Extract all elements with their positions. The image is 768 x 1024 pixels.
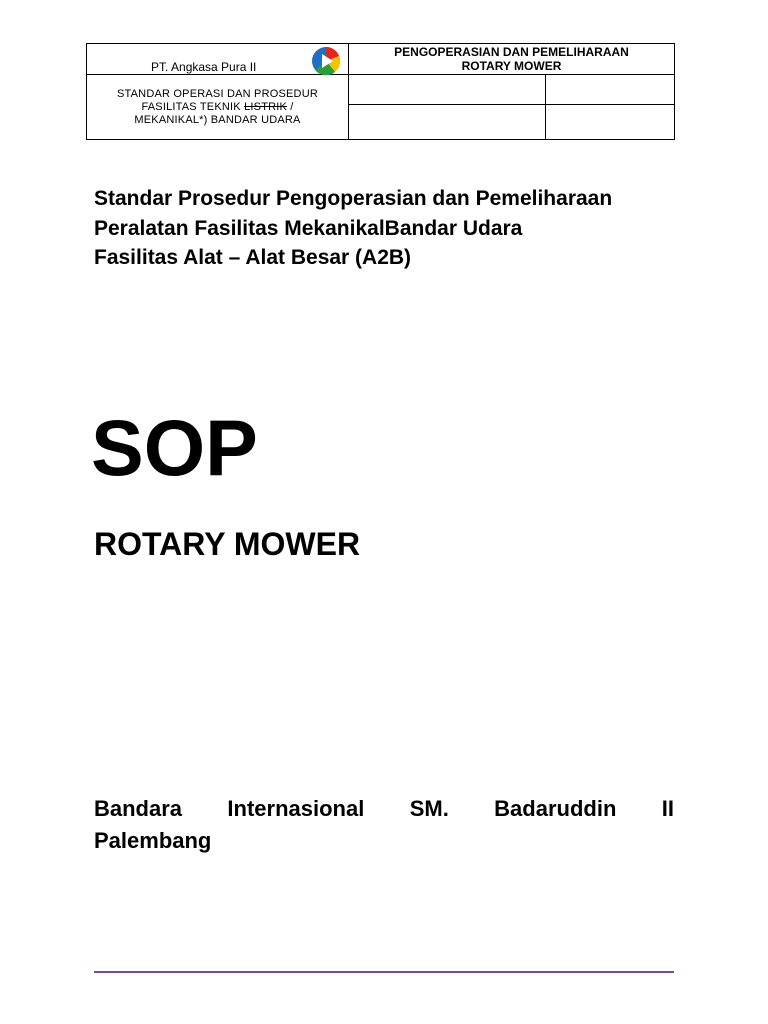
subtitle-line2: Peralatan Fasilitas MekanikalBandar Udara [94, 216, 523, 240]
standard-line1: STANDAR OPERASI DAN PROSEDUR [117, 87, 318, 100]
empty-cell-2 [546, 75, 675, 105]
location-word: SM. [409, 796, 449, 821]
standard-line2 [87, 101, 348, 114]
standard-line2-suffix: / [287, 100, 294, 113]
document-title-line1: PENGOPERASIAN DAN PEMELIHARAAN [394, 45, 629, 59]
subtitle-line1: Standar Prosedur Pengoperasian dan Pemeliharaan [94, 187, 613, 210]
company-name: PT. Angkasa Pura II [151, 60, 257, 74]
document-title-cell [349, 44, 675, 75]
document-subtitle [94, 184, 684, 273]
location-block [94, 793, 674, 857]
subtitle-line3: Fasilitas Alat – Alat Besar (A2B) [94, 246, 412, 269]
location-line1 [94, 793, 674, 825]
document-header-table [86, 43, 675, 140]
document-title-line2: ROTARY MOWER [461, 59, 562, 73]
location-word: Bandara [94, 796, 183, 821]
empty-cell-3 [349, 105, 546, 140]
location-line2: Palembang [94, 828, 212, 853]
location-word: Internasional [227, 796, 365, 821]
standard-line3: MEKANIKAL*) BANDAR UDARA [134, 113, 301, 126]
angkasa-pura-logo-icon [311, 46, 341, 76]
footer-divider [94, 971, 674, 973]
company-cell [87, 44, 349, 75]
standard-cell [87, 75, 349, 140]
equipment-name: ROTARY MOWER [94, 526, 361, 562]
empty-cell-4 [546, 105, 675, 140]
location-word: II [661, 796, 674, 821]
standard-line2-text: FASILITAS TEKNIK [141, 100, 245, 113]
sop-heading: SOP [91, 403, 258, 492]
empty-cell-1 [349, 75, 546, 105]
location-word: Badaruddin [494, 796, 617, 821]
standard-line2-strikethrough: LISTRIK [244, 100, 288, 113]
